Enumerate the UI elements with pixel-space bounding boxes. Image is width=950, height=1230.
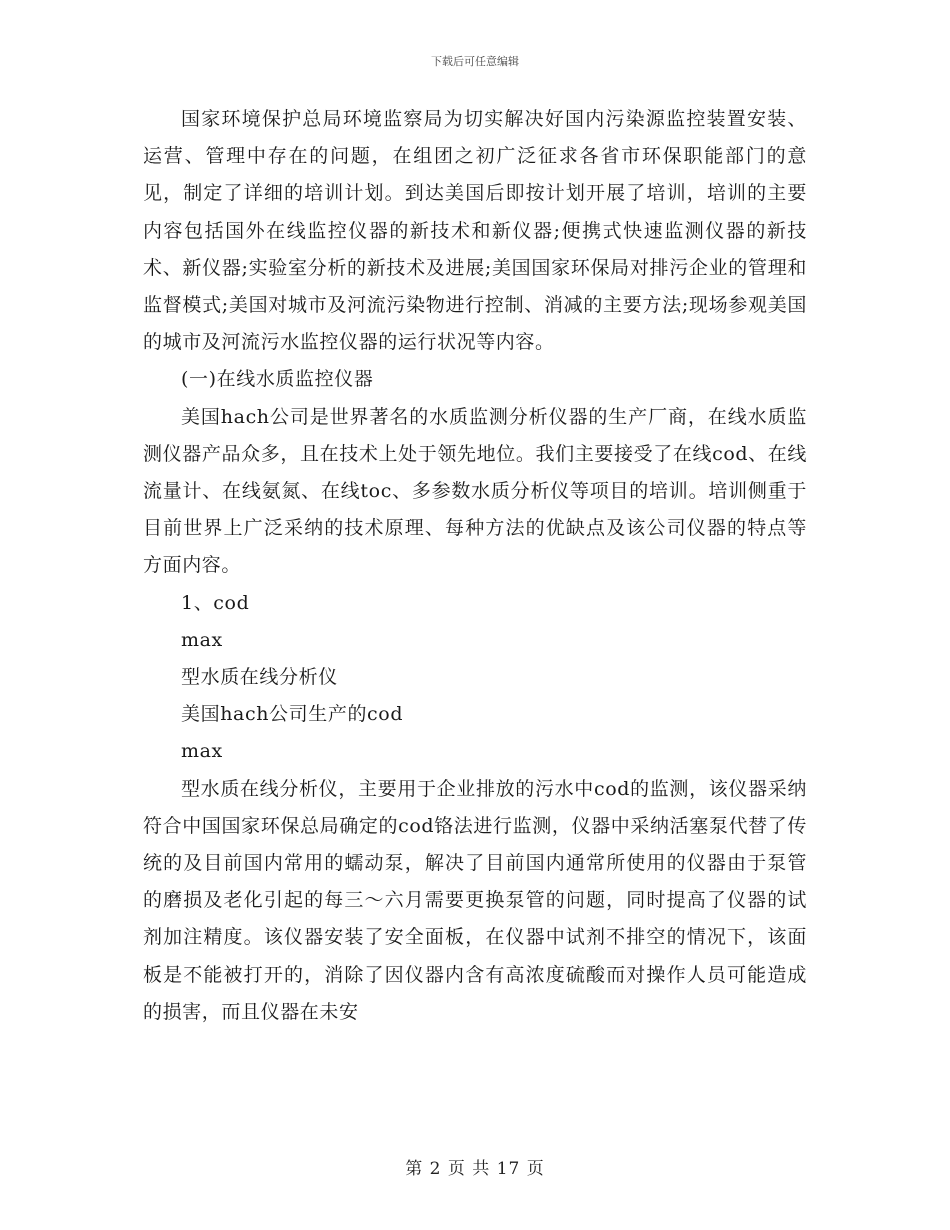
text-line: max	[181, 628, 223, 651]
page-number-footer: 第 2 页 共 17 页	[405, 1159, 545, 1179]
text-line: 型水质在线分析仪	[181, 666, 338, 689]
paragraph-cod-analyzer: 型水质在线分析仪，主要用于企业排放的污水中cod的监测，该仪器采纳符合中国国家环保总局确定的cod铬法进行监测，仪器中采纳活塞泵代替了传统的及目前国内常用的蠕动泵，解决了目前国内通常所使用的仪器由于泵管的磨损及老化引起的每三～六月需要更换泵管的问题，同时提高了仪器的试剂加注精度。该仪器安装了安全面板，在仪器中试剂不排空的情况下，该面板是不能被打开的，消除了因仪器内含有高浓度硫酸而对操作人员可能造成的损害，而且仪器在未安	[143, 777, 807, 1023]
item-heading: 1、cod	[181, 591, 250, 614]
text-line: 美国hach公司生产的cod	[181, 703, 404, 726]
paragraph-hach: 美国hach公司是世界著名的水质监测分析仪器的生产厂商，在线水质监测仪器产品众多，且在技术上处于领先地位。我们主要接受了在线cod、在线流量计、在线氨氮、在线toc、多参数水质分析仪等项目的培训。培训侧重于目前世界上广泛采纳的技术原理、每种方法的优缺点及该公司仪器的特点等方面内容。	[143, 405, 807, 577]
paragraph-intro: 国家环境保护总局环境监察局为切实解决好国内污染源监控装置安装、运营、管理中存在的问题，在组团之初广泛征求各省市环保职能部门的意见，制定了详细的培训计划。到达美国后即按计划开展了培训，培训的主要内容包括国外在线监控仪器的新技术和新仪器;便携式快速监测仪器的新技术、新仪器;实验室分析的新技术及进展;美国国家环保局对排污企业的管理和监督模式;美国对城市及河流污染物进行控制、消减的主要方法;现场参观美国的城市及河流污水监控仪器的运行状况等内容。	[143, 108, 807, 354]
page-header: 下载后可任意编辑	[431, 55, 519, 68]
text-line: max	[181, 740, 223, 763]
document-body	[143, 101, 807, 1031]
section-heading: (一)在线水质监控仪器	[181, 368, 374, 391]
